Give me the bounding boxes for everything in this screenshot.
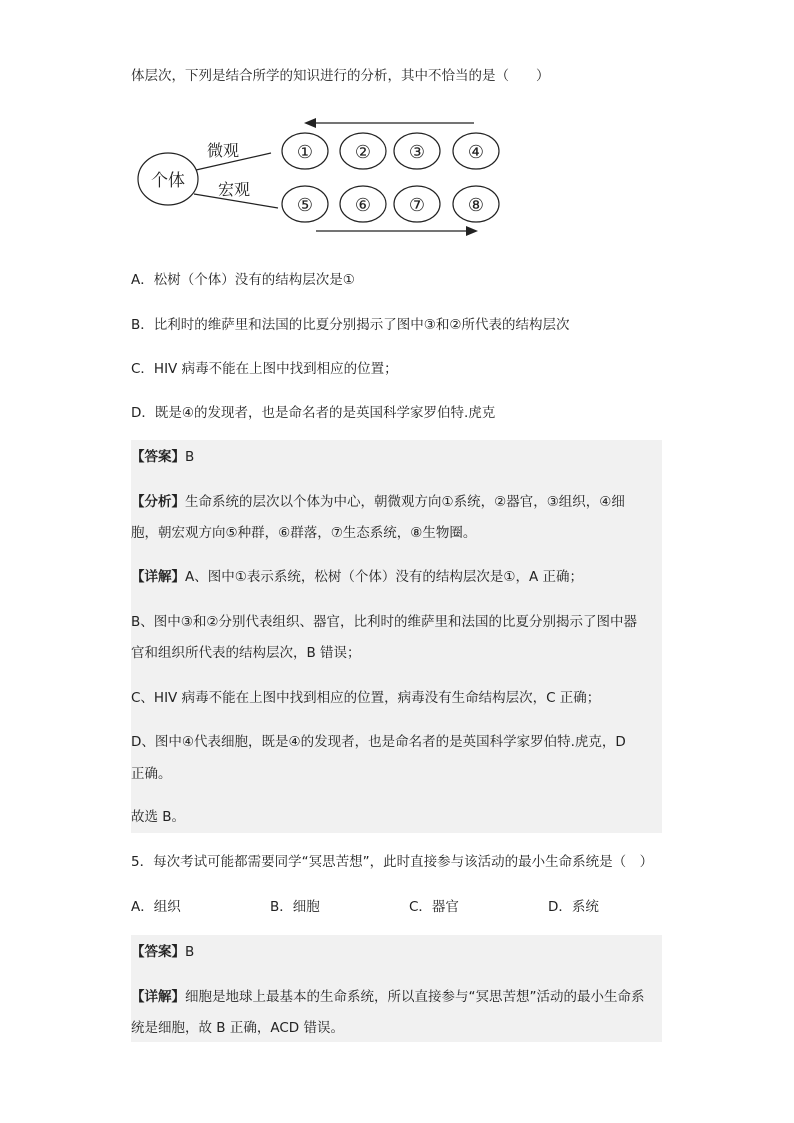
macroscopic-arrow-head: [466, 226, 478, 236]
q5-option-c: C．器官: [409, 899, 459, 915]
q4-detail-d-line-1: D、图中④代表细胞，既是④的发现者，也是命名者的是英国科学家罗伯特.虎克，D: [131, 734, 626, 750]
level-3-label: ③: [408, 142, 426, 163]
q5-answer-value: B: [185, 944, 195, 960]
individual-label: 个体: [151, 171, 185, 191]
q4-conclusion: 故选 B。: [131, 809, 186, 825]
q4-detail-b-line-1: B、图中③和②分别代表组织、器官，比利时的维萨里和法国的比夏分别揭示了图中器: [131, 614, 637, 630]
question-intro-text: 体层次，下列是结合所学的知识进行的分析，其中不恰当的是（ ）: [131, 68, 550, 84]
level-7-label: ⑦: [408, 195, 426, 216]
level-2-label: ②: [354, 142, 372, 163]
micro-label: 微观: [206, 141, 240, 160]
detail-tag: 【详解】: [131, 569, 185, 585]
level-6-label: ⑥: [354, 195, 372, 216]
q5-option-a: A．组织: [131, 899, 181, 915]
q5-option-b: B．细胞: [270, 899, 320, 915]
answer-tag: 【答案】: [131, 449, 185, 465]
level-4-label: ④: [467, 142, 485, 163]
q4-option-d: D．既是④的发现者，也是命名者的是英国科学家罗伯特.虎克: [131, 405, 496, 421]
q4-analysis-line-2: 胞，朝宏观方向⑤种群，⑥群落，⑦生态系统，⑧生物圈。: [131, 525, 477, 541]
analysis-tag: 【分析】: [131, 494, 185, 510]
level-5-label: ⑤: [296, 195, 314, 216]
q5-stem: 5．每次考试可能都需要同学“冥思苦想”，此时直接参与该活动的最小生命系统是（ ）: [131, 854, 654, 870]
q5-answer-tag: 【答案】: [131, 944, 185, 960]
answer-value: B: [185, 449, 195, 465]
q4-answer-line: [131, 447, 194, 467]
q4-analysis-line-1: [131, 492, 625, 512]
q4-detail-b-line-2: 官和组织所代表的结构层次，B 错误；: [131, 645, 361, 661]
q5-option-d: D．系统: [548, 899, 599, 915]
q4-answer-block: [131, 440, 662, 833]
q4-option-c: C．HIV 病毒不能在上图中找到相应的位置；: [131, 361, 398, 377]
q5-detail-line-2: 统是细胞，故 B 正确，ACD 错误。: [131, 1020, 344, 1036]
detail-a-text: A、图中①表示系统，松树（个体）没有的结构层次是①，A 正确；: [185, 569, 583, 585]
microscopic-arrow-head: [304, 118, 316, 128]
q5-detail-line-1: [131, 987, 645, 1007]
q5-detail-text-1: 细胞是地球上最基本的生命系统，所以直接参与“冥思苦想”活动的最小生命系: [185, 989, 645, 1005]
q4-detail-c: C、HIV 病毒不能在上图中找到相应的位置，病毒没有生命结构层次，C 正确；: [131, 690, 601, 706]
analysis-text-1: 生命系统的层次以个体为中心，朝微观方向①系统，②器官，③组织，④细: [185, 494, 625, 510]
q5-detail-tag: 【详解】: [131, 989, 185, 1005]
q4-detail-d-line-2: 正确。: [131, 766, 172, 782]
q4-detail-a: [131, 567, 583, 587]
level-1-label: ①: [296, 142, 314, 163]
q5-answer-block: [131, 935, 662, 1042]
q4-option-b: B．比利时的维萨里和法国的比夏分别揭示了图中③和②所代表的结构层次: [131, 317, 570, 333]
level-8-label: ⑧: [467, 195, 485, 216]
q4-option-a: A．松树（个体）没有的结构层次是①: [131, 272, 355, 288]
macro-label: 宏观: [217, 180, 251, 199]
q5-answer-line: [131, 942, 194, 962]
